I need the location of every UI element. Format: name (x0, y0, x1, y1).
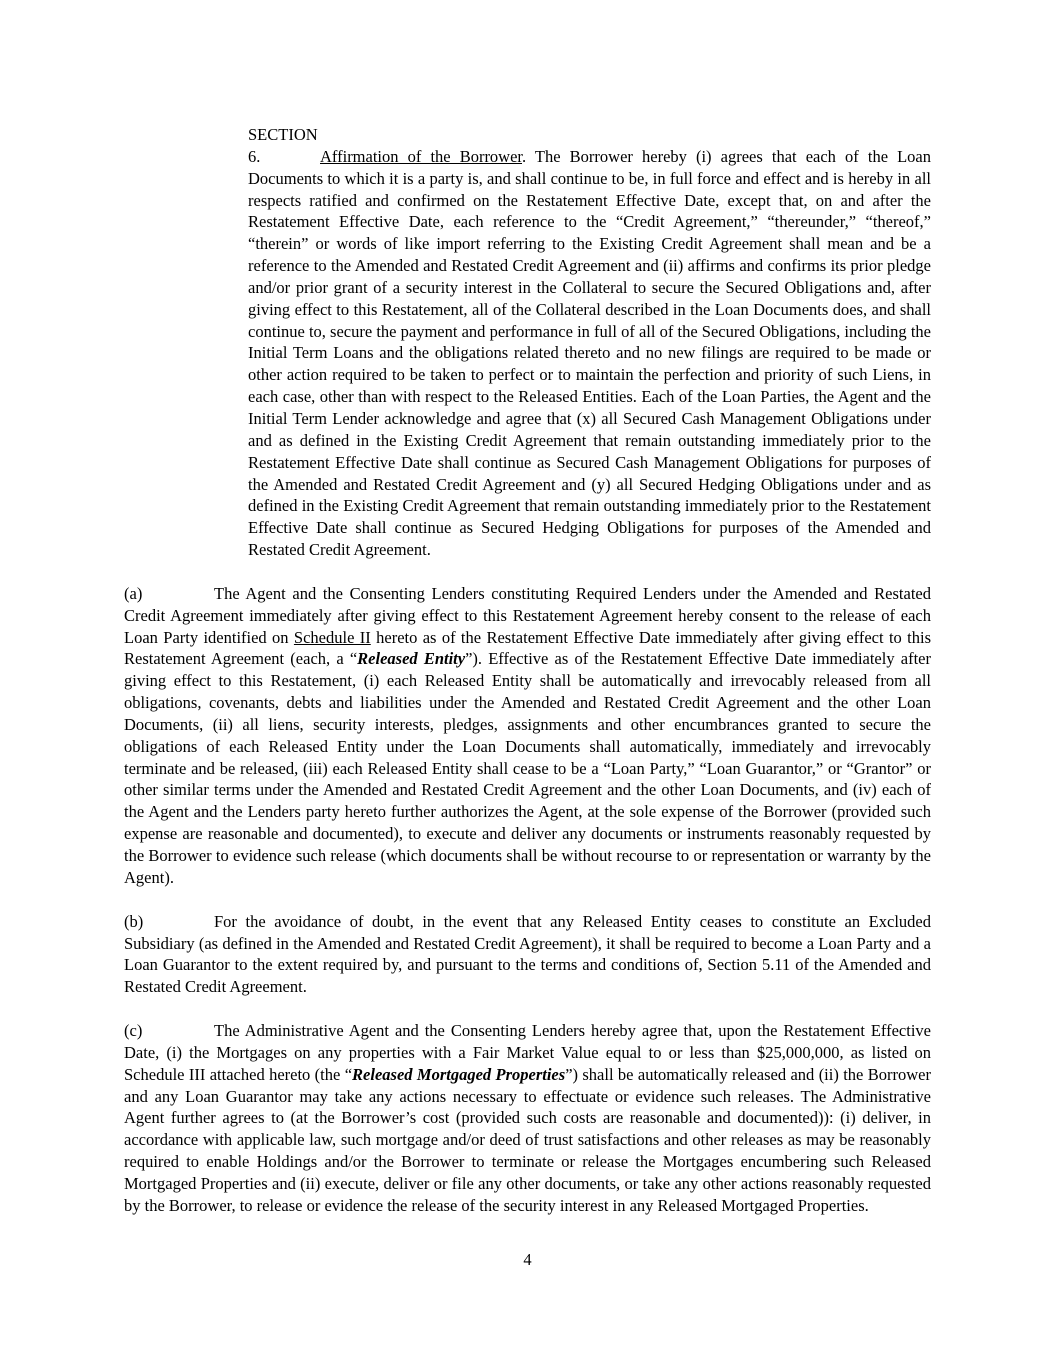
paragraph-spacer (124, 561, 931, 583)
section-label: SECTION 6. (248, 125, 318, 166)
section-body: . The Borrower hereby (i) agrees that each of the Loan Documents to which it is a party is, and shall continue to be, in full force and effect and is hereby in all respects ratified and confirmed on the Restatement Effective Date, except that, on and after the Restatement Effective Date, each reference to the “Credit Agreement,” “thereunder,” “thereof,” “therein” or words of like import referring to the Existing Credit Agreement shall mean and be a reference to the Amended and Restated Credit Agreement and (ii) affirms and confirms its prior pledge and/or prior grant of a security interest in the Collateral to secure the Secured Obligations and, after giving effect to this Restatement, all of the Collateral described in the Loan Documents does, and shall continue to, secure the payment and performance in full of all of the Secured Obligations, including the Initial Term Loans and the obligations related thereto and no new filings are required to be made or other action required to be taken to perfect or to maintain the perfection and priority of such Liens, in each case, other than with respect to the Released Entities. Each of the Loan Parties, the Agent and the Initial Term Lender acknowledge and agree that (x) all Secured Cash Management Obligations under and as defined in the Existing Credit Agreement that remain outstanding immediately prior to the Restatement Effective Date shall continue as Secured Cash Management Obligations for purposes of the Amended and Restated Credit Agreement and (y) all Secured Hedging Obligations under and as defined in the Existing Credit Agreement that remain outstanding immediately prior to the Restatement Effective Date shall continue as Secured Hedging Obligations for purposes of the Amended and Restated Credit Agreement. (248, 146, 932, 560)
released-entity-defined-term: Released Entity (357, 649, 466, 669)
paragraph-a-label: (a) (124, 583, 143, 603)
paragraph-b-label: (b) (124, 911, 144, 931)
paragraph-a (124, 583, 931, 889)
released-mortgaged-properties-defined-term: Released Mortgaged Properties (352, 1064, 566, 1084)
paragraph-a-text-1: The Agent and the Consenting Lenders constituting Required Lenders under the Amended and Restated Credit Agreement immediately after giving effect to this Restatement Agreement hereby consent to the release of each Loan Party identified on (124, 583, 931, 647)
paragraph-b-text: For the avoidance of doubt, in the event that any Released Entity ceases to constitute an Excluded Subsidiary (as defined in the Amended and Restated Credit Agreement), it shall be required to become a Loan Party and a Loan Guarantor to the extent required by, and pursuant to the terms and conditions of, Section 5.11 of the Amended and Restated Credit Agreement. (124, 911, 931, 997)
paragraph-c-text-1: The Administrative Agent and the Consenting Lenders hereby agree that, upon the Restatement Effective Date, (i) the Mortgages on any properties with a Fair Market Value equal to or less than $25,000,000, as listed on Schedule III attached hereto (the “ (124, 1021, 931, 1084)
page-number: 4 (523, 1250, 532, 1269)
paragraph-a-text-3: ”). Effective as of the Restatement Effective Date immediately after giving effect to this Restatement, (i) each Released Entity shall be automatically and irrevocably released from all obligations, covenants, debts and liabilities under the Amended and Restated Credit Agreement and the other Loan Documents, (ii) all liens, security interests, pledges, assignments and other encumbrances granted to secure the obligations of each Released Entity under the Loan Documents shall automatically, immediately and irrevocably terminate and be released, (iii) each Released Entity shall cease to be a “Loan Party,” “Loan Guarantor,” or “Grantor” or other similar terms under the Amended and Restated Credit Agreement and the other Loan Documents, and (iv) each of the Agent and the Lenders party hereto further authorizes the Agent, at the sole expense of the Borrower (provided such expense are reasonable and documented), to execute and deliver any documents or instruments reasonably requested by the Borrower to evidence such release (which documents shall be without recourse to or representation or warranty by the Agent). (124, 649, 931, 887)
section-6-paragraph (124, 124, 931, 561)
paragraph-c-label: (c) (124, 1021, 143, 1041)
paragraph-b (124, 911, 931, 998)
paragraph-c-text-2: ”) shall be automatically released and (ii) the Borrower and any Loan Guarantor may take any actions necessary to effectuate or evidence such releases. The Administrative Agent further agrees to (at the Borrower’s cost (provided such costs are reasonable and documented)): (i) deliver, in accordance with applicable law, such mortgage and/or deed of trust satisfactions and other releases as may be reasonably required to enable Holdings and/or the Borrower to terminate or release the Mortgages encumbering such Released Mortgaged Properties and (ii) execute, deliver or file any other documents, or take any other actions reasonably requested by the Borrower, to release or evidence the release of the security interest in any Released Mortgaged Properties. (124, 1064, 931, 1215)
schedule-ii-reference: Schedule II (293, 627, 371, 647)
paragraph-c (124, 1020, 931, 1217)
paragraph-a-text-2: hereto as of the Restatement Effective Date immediately after giving effect to this Restatement Agreement (each, a “ (124, 627, 931, 669)
section-heading: Affirmation of the Borrower (320, 146, 523, 166)
document-page (124, 124, 931, 1217)
paragraph-spacer (124, 998, 931, 1020)
paragraph-spacer (124, 889, 931, 911)
